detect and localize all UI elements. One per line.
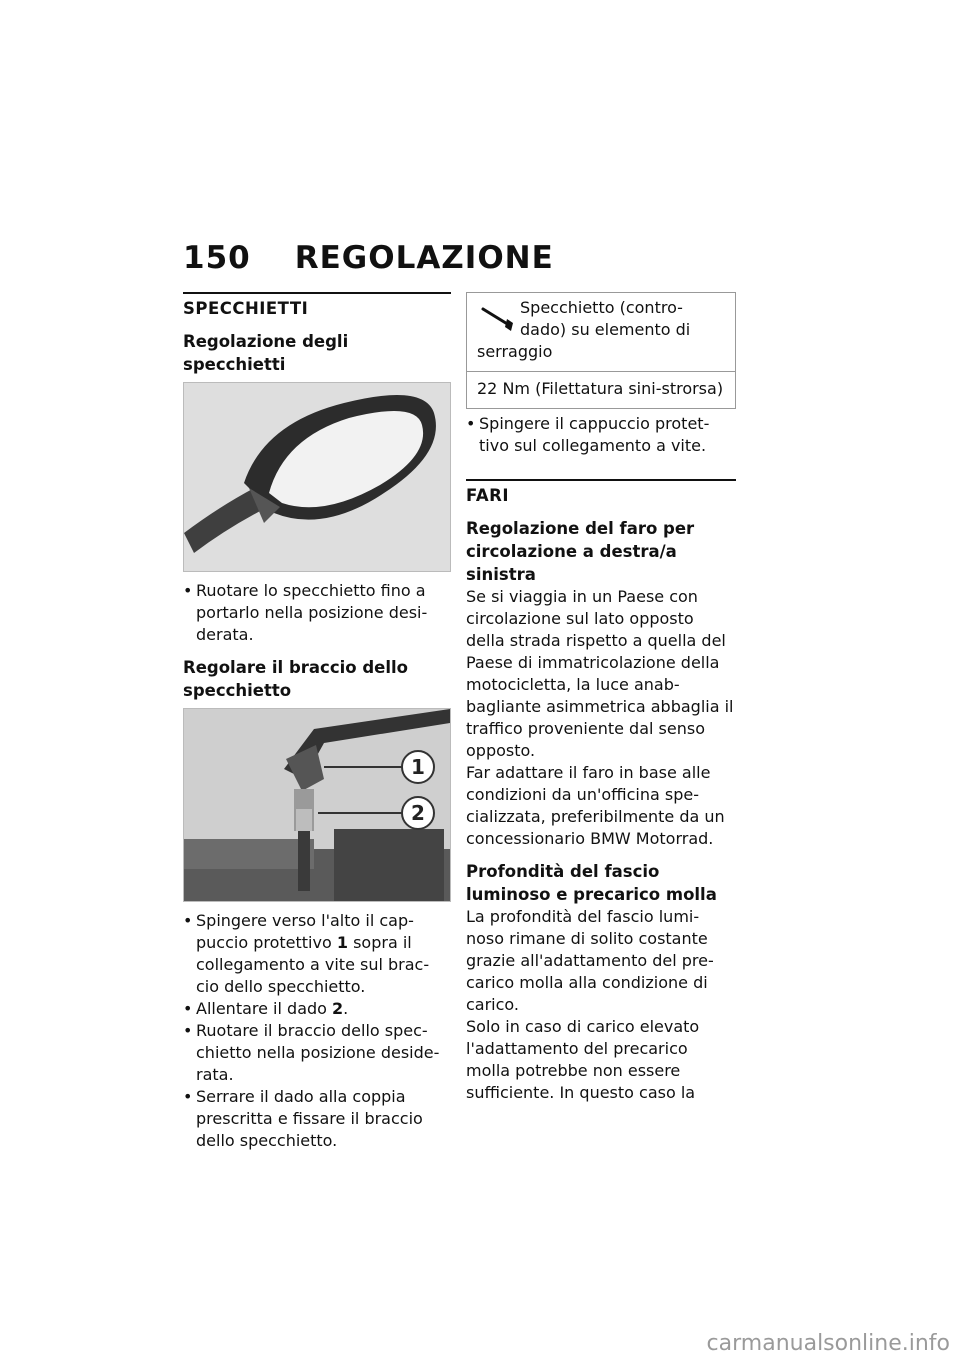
mirror-arm-steps xyxy=(183,910,451,1152)
left-column xyxy=(183,292,451,1152)
mirror-arm-photo xyxy=(183,708,451,902)
list-item: • Serrare il dado alla coppia prescritta e fissare il braccio dello specchietto. xyxy=(183,1086,451,1152)
subtitle-headlight-traffic: Regolazione del faro per circolazione a destra/a sinistra xyxy=(466,519,695,584)
torque-value: 22 Nm (Filettatura sini-strorsa) xyxy=(477,379,724,398)
list-item: • Ruotare il braccio dello spec-chietto nella posizione deside-rata. xyxy=(183,1020,451,1086)
page-header xyxy=(183,240,554,276)
callout-1: 1 xyxy=(411,755,425,779)
section-rule xyxy=(183,292,451,294)
page-number: 150 xyxy=(183,240,251,276)
subtitle-mirror-arm: Regolare il braccio dello specchietto xyxy=(183,658,408,700)
list-item: • Spingere il cappuccio protet-tivo sul collegamento a vite. xyxy=(466,413,736,457)
section-title-specchietti: SPECCHIETTI xyxy=(183,299,309,318)
paragraph: Solo in caso di carico elevato l'adattamento del precarico molla potrebbe non essere sufficiente. In questo caso la xyxy=(466,1017,700,1102)
cap-step xyxy=(466,413,736,457)
subtitle-beam-depth: Profondità del fascio luminoso e precarico molla xyxy=(466,862,717,904)
watermark: carmanualsonline.info xyxy=(706,1331,950,1356)
subtitle-mirror-adjust: Regolazione degli specchietti xyxy=(183,332,349,374)
callout-2: 2 xyxy=(411,801,425,825)
section-rule xyxy=(466,479,736,481)
wrench-icon xyxy=(479,305,515,331)
right-column xyxy=(466,292,736,1104)
torque-label: Specchietto (contro- dado) su elemento di serraggio xyxy=(467,293,735,372)
torque-spec-box xyxy=(466,292,736,409)
list-item: • Spingere verso l'alto il cap-puccio protettivo 1 sopra il collegamento a vite sul brac-cio dello specchietto. xyxy=(183,910,451,998)
chapter-title: REGOLAZIONE xyxy=(294,240,554,276)
mirror-adjust-steps xyxy=(183,580,451,646)
section-title-fari: FARI xyxy=(466,486,509,505)
mirror-photo xyxy=(183,382,451,572)
list-item: • Allentare il dado 2. xyxy=(183,998,451,1020)
list-item: • Ruotare lo specchietto fino a portarlo nella posizione desi-derata. xyxy=(183,580,451,646)
paragraph: Far adattare il faro in base alle condizioni da un'officina spe-cializzata, preferibilmente da un concessionario BMW Motorrad. xyxy=(466,763,725,848)
paragraph: La profondità del fascio lumi-noso rimane di solito costante grazie all'adattamento del pre-carico molla alla condizione di carico. xyxy=(466,907,714,1014)
paragraph: Se si viaggia in un Paese con circolazione sul lato opposto della strada rispetto a quella del Paese di immatricolazione della motocicletta, la luce anab-bagliante asimmetrica abbaglia il traffico proveniente dal senso opposto. xyxy=(466,587,734,760)
